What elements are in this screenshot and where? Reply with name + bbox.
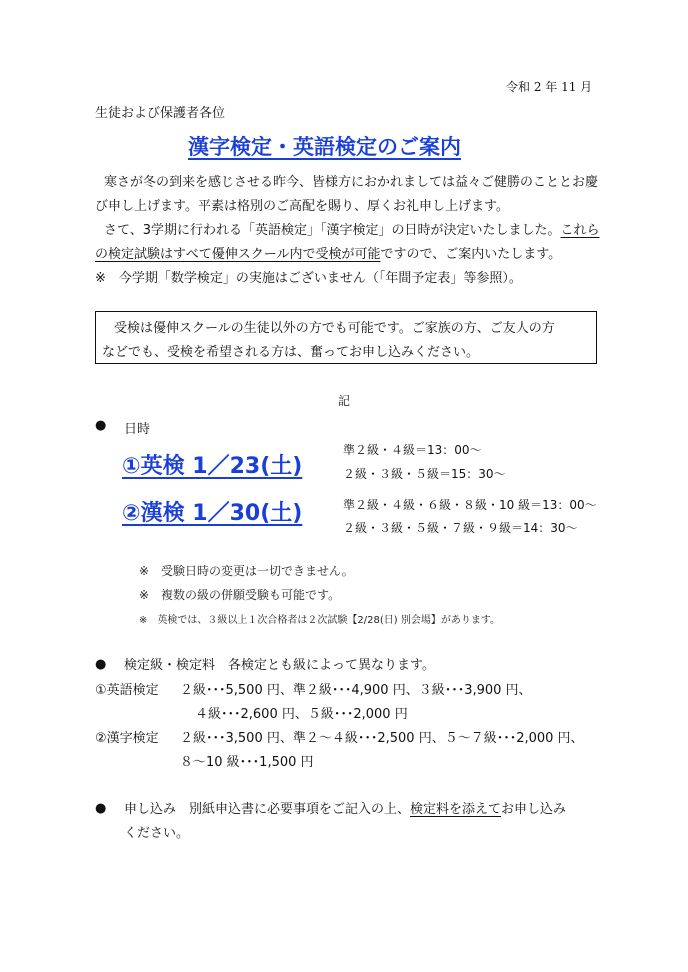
document-date: 令和 2 年 11 月 — [506, 80, 593, 94]
apply-line-2: ください。 — [124, 826, 190, 841]
intro-line-4-text: ですので、ご案内いたします。 — [380, 247, 562, 262]
kanken-time-1: 準２級・４級・６級・８級・10 級＝13：00～ — [343, 498, 597, 512]
eiken-time-2: ２級・３級・５級＝15：30～ — [343, 467, 506, 481]
kanken-time-2: ２級・３級・５級・７級・９級＝14：30～ — [343, 521, 578, 535]
intro-line-3-underlined: これら — [560, 223, 600, 238]
kanji-fee-line-1: ２級･･･3,500 円、準２～４級･･･2,500 円、５～７級･･･2,000 円、 — [180, 731, 584, 746]
bullet-icon: ● — [95, 418, 107, 433]
bullet-icon: ● — [95, 801, 107, 816]
intro-line-4-underlined: の検定試験はすべて優伸スクール内で受検が可能 — [95, 247, 381, 262]
eng-fee-line-1: ２級･･･5,500 円、準２級･･･4,900 円、３級･･･3,900 円、 — [180, 683, 532, 698]
schedule-note-3: ※ 英検では、３級以上１次合格者は２次試験【2/28(日) 別会場】があります。 — [139, 615, 501, 626]
page-title: 漢字検定・英語検定のご案内 — [188, 135, 461, 159]
intro-line-2: び申し上げます。平素は格別のご高配を賜り、厚くお礼申し上げます。 — [95, 199, 509, 214]
apply-line-1 — [124, 799, 566, 821]
ki-heading: 記 — [338, 394, 351, 408]
intro-line-1: 寒さが冬の到来を感じさせる昨今、皆様方におかれましては益々ご健勝のこととお慶 — [104, 175, 599, 190]
apply-text: 申し込み 別紙申込書に必要事項をご記入の上、 — [124, 802, 411, 817]
schedule-note-2: ※ 複数の級の併願受験も可能です。 — [139, 588, 341, 602]
notice-line-2: などでも、受検を希望される方は、奮ってお申し込みください。 — [102, 345, 480, 360]
kanken-date-title: ②漢検 1／30(土) — [122, 501, 303, 526]
schedule-note-1: ※ 受験日時の変更は一切できません。 — [139, 564, 354, 578]
intro-line-3 — [104, 220, 600, 242]
fees-heading: 検定級・検定料 各検定とも級によって異なります。 — [124, 658, 435, 673]
bullet-icon: ● — [95, 657, 107, 672]
math-exam-note: ※ 今学期「数学検定」の実施はございません（「年間予定表」等参照）。 — [95, 271, 522, 286]
intro-line-4 — [95, 244, 561, 266]
apply-fee-underlined: 検定料を添えて — [410, 802, 502, 817]
schedule-heading: 日時 — [124, 422, 151, 437]
notice-box — [95, 311, 597, 364]
notice-line-1: 受検は優伸スクールの生徒以外の方でも可能です。ご家族の方、ご友人の方 — [114, 321, 555, 336]
eng-fee-line-2: ４級･･･2,600 円、５級･･･2,000 円 — [195, 707, 408, 722]
apply-text-end: お申し込み — [501, 802, 567, 817]
eng-fee-label: ①英語検定 — [95, 683, 159, 698]
eiken-date-title: ①英検 1／23(土) — [122, 454, 303, 479]
recipient-line: 生徒および保護者各位 — [95, 106, 226, 121]
kanji-fee-label: ②漢字検定 — [95, 731, 159, 746]
kanji-fee-line-2: ８～10 級･･･1,500 円 — [180, 755, 314, 770]
eiken-time-1: 準２級・４級＝13：00～ — [343, 443, 482, 457]
intro-line-3-text: さて、3学期に行われる「英語検定」「漢字検定」の日時が決定いたしました。 — [104, 223, 561, 238]
